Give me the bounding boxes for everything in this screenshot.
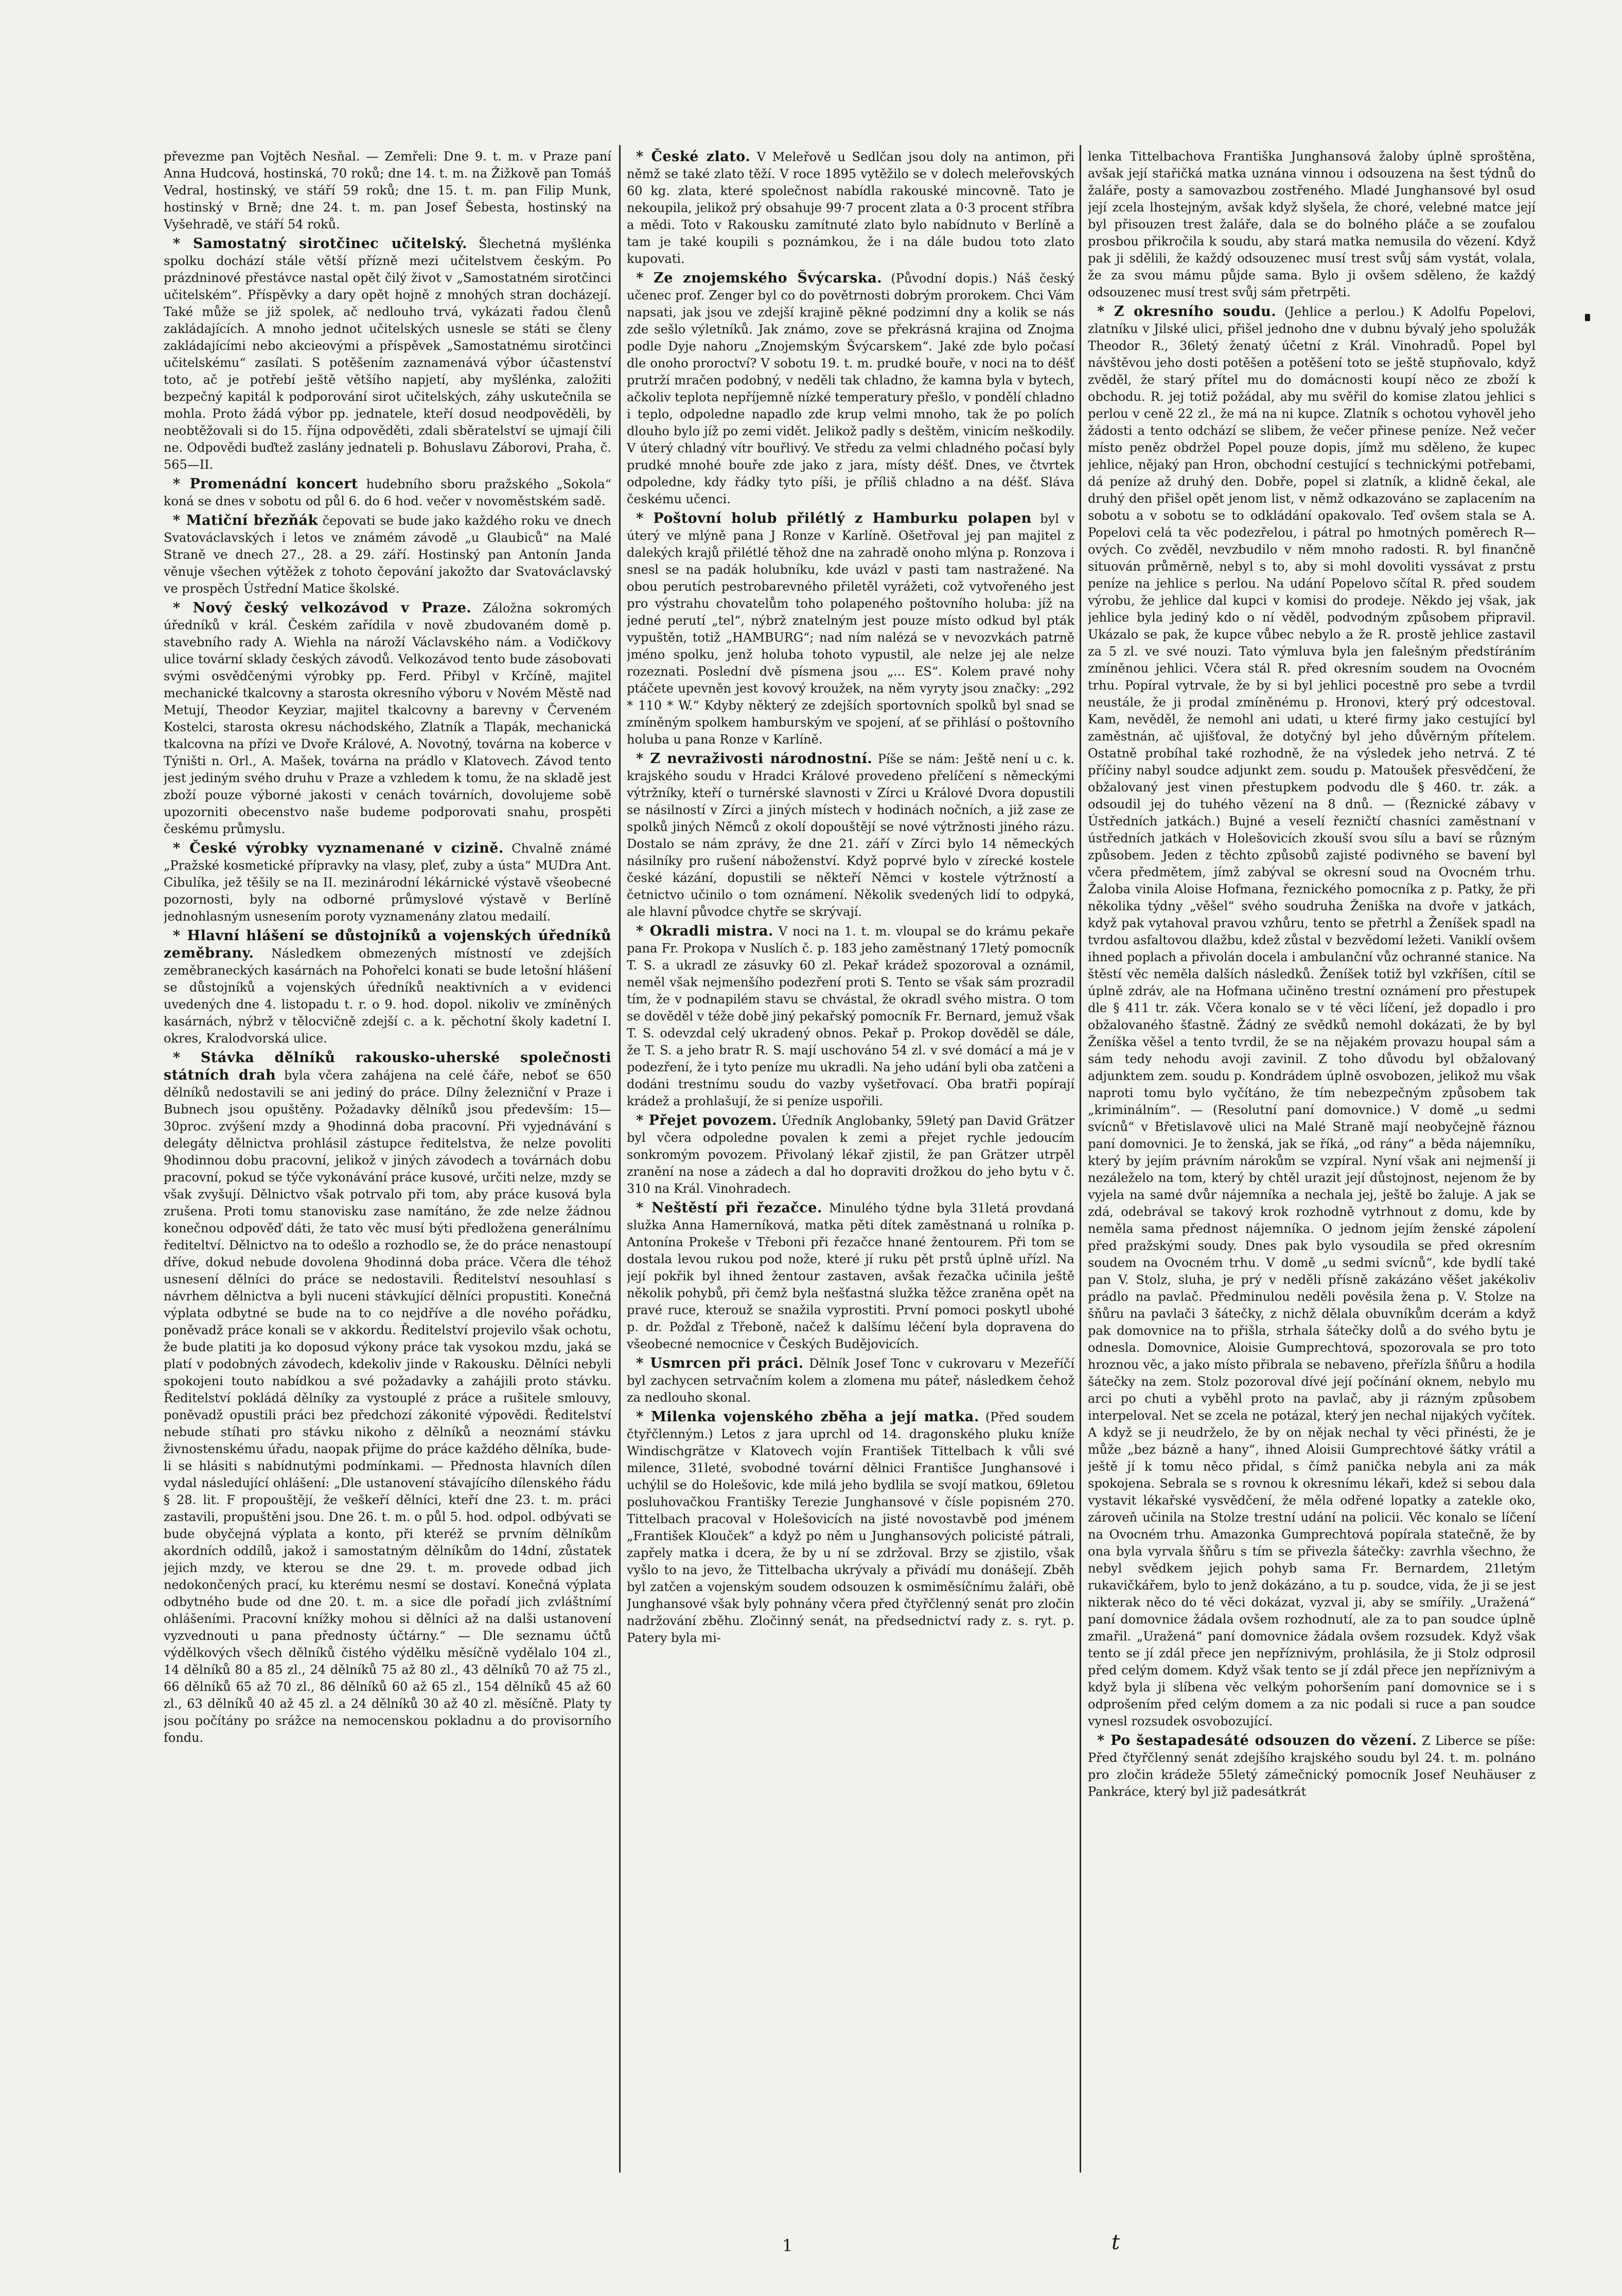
article-text: V Meleřově u Sedlčan jsou doly na antimon, při němž se také zlato těží. V roce 1895 vytěžilo se v dolech meleřovských 60 kg. zlata, které společnost nabídla rakouské mincovně. Tato je nekoupila, jelikož prý obsahuje 99·7 procent zlata a 0·3 procent stříbra a mědi. Toto v Rakousku zamítnuté zlato bylo nabídnuto v Berlíně a tam je také koupili s poznámkou, že i na dále budou toto zlato kupovati. [627,150,1074,266]
page-footer-sign: t [1112,2231,1120,2254]
article [1088,148,1536,301]
article-text: Záložna sokromých úředníků v král. Českém zařídila v nově zbudovaném domě p. stavebního rady A. Wiehla na nároží Václavského nám. a Vodičkovy ulice tovární sklady českých závodů. Velkozávod tento bude zásobovati svými osvědčenými výrobky pp. Ferd. Přibyl v Krčíně, majitel mechanické tkalcovny a starosta okresního výboru v Novém Městě nad Metují, Theodor Keyziar, majitel tkalcovny a barevny v Červeném Kostelci, starosta okresu náchodského, Zlatník a Tlapák, mechanická tkalcovna na přízi ve Dvoře Králové, A. Novotný, továrna na koberce v Týništi n. Orl., A. Mašek, továrna na prádlo v Klatovech. Závod tento jest jediným svého druhu v Praze a vzhledem k tomu, že na skladě jest zboží pouze výborné jakosti v cenách továrních, dovolujeme sobě upozorniti obecenstvo naše budeme podporovati snahu, prospěti českému průmyslu. [164,601,611,836]
article-heading: * Přejet povozem. [636,1112,778,1128]
article-heading: * Milenka vojenského zběha a její matka. [636,1409,979,1425]
article [627,148,1074,268]
article [627,923,1074,1110]
article [164,475,611,510]
article [627,750,1074,921]
article-heading: * Samostatný sirotčinec učitelský. [173,236,467,252]
article-heading: * Po šestapadesáté odsouzen do vězení. [1097,1733,1417,1749]
column-divider [1080,145,1081,2173]
article-text: čepovati se bude jako každého roku ve dnech Svatováclavských i letos ve známém závodě „u Glaubiců“ na Malé Straně ve dnech 27., 28. a 29. září. Hostinský pan Antonín Janda věnuje všechen výtěžek z tohoto čepování jakožto dar Svatováclavský ve prospěch Ústřední Matice školské. [164,514,611,596]
article-text: byl v úterý ve mlýně pana J Ronze v Karlíně. Ošetřoval jej pan majitel z dalekých krajů přilétlé těhož dne na zahradě onoho mlýna p. Ronzova i snesl se na padák holubníku, kde uvázl v pasti tam nastražené. Na obou perutích pestrobarevného přiletěl vyrážeti, což vytvořeného jest pro výstrahu chovatelům toho polapeného poštovního holuba: jíž na jedné perutí „tel“, nýbrž znatelným jest pouze místo odkud byl pták vypuštěn, totiž „HAMBURG“; nad ním nalézá se v nevozvkách patrně jméno spolku, jenž holuba tohoto vypustil, ale nelze jej ale nelze rozeznati. Poslední dvě písmena jsou „... ES“. Kolem pravé nohy ptáčete upevněn jest kovový kroužek, na něm vyryty jsou značky: „292 * 110 * W.“ Kdyby některý ze zdejších sportovních spolků byl snad se zmíněným spolkem hamburským ve spojení, ať se přihlásí o poštovního holuba u pana Ronze v Karlíně. [627,511,1074,747]
article-text: (Původní dopis.) Náš český učenec prof. Zenger byl co do povětrnosti dobrým prorokem. Chci Vám napsati, jak jsou ve zdejší krajině pěkné podzimní dny a kolik se nás zde sešlo výletníků. Jak známo, zove se překrásná krajina od Znojma podle Dyje nahoru „Znojemským Švýcarskem“. Jaké zde bylo počasí dle onoho proroctví? V sobotu 19. t. m. prudké bouře, v noci na to déšť prutrží mračen podobný, v neděli tak chladno, že kamna byla v bytech, ačkoliv teplota nepříjemně nízké temperatury přešlo, v pondělí chladno i teplo, odpoledne napadlo zde krup velmi mnoho, tak že po polích dlouho bylo jíž po zemi vidět. Jelikož padly s deštěm, vinicím neškodily. V úterý chladný vítr bouřlivý. Ve středu za velmi chladného počasí byly prudké mnohé bouře zde jako z jara, místy déšť. Dnes, ve čtvrtek odpoledne, kdy řádky tyto píši, je příliš chladno a na déšť. Sláva českému učenci. [627,271,1074,506]
article-text: Dělník Josef Tonc v cukrovaru v Mezeříčí byl zachycen setrvačním kolem a zlomena mu páteř, následkem čehož za nedlouho skonal. [627,1356,1074,1405]
article-text: byla včera zahájena na celé čáře, neboť se 650 dělníků nedostavili se ani jediný do práce. Dílny železniční v Praze i Bubnech jsou opuštěny. Požadavky dělníků jsou především: 15—30proc. zvýšení mzdy a 9hodinná doba pracovní. Při vyjednávání s delegáty dělnictva prohlásil zástupce ředitelstva, že nelze povoliti 9hodinnou dobu pracovní, jelikož v jiných závodech a továrnách dobu pracovní, pokud se týče vykonávání práce kusové, určiti nelze, mzdy se však zvyšují. Dělnictvo však potrvalo při tom, aby práce kusová byla zrušena. Proti tomu stanovisku zase namítáno, že zde nelze žádnou konečnou odpověď dáti, že tato věc musí býti předložena generálnímu řediteltví. Dělnictvo na to odešlo a rozhodlo se, že do práce nenastoupí dříve, dokud nebude dovolena 9hodinná doba práce. Včera dle téhož usnesení dělníci do práce se nedostavili. Ředitelství nesouhlasí s návrhem dělnictva a byli nuceni stávkující dělníci propustiti. Konečná výplata odbytné se bude na to co nejdříve a dle nového pořádku, poněvadž práce konali se v akkordu. Ředitelství projevilo však ochotu, že bude platiti ja ko doposud výkony práce tak vysokou mzdu, jaká se platí v podobných závodech, kdekoliv jinde v Rakousku. Dělníci nebyli spokojeni touto nabídkou a své požadavky a zahájili proto stávku. Ředitelství pokládá dělníky za vystouplé z práce a rušitele smlouvy, poněvadž opustili práci bez předchozí zákonité výpovědi. Ředitelství nebude stíhati pro stávku nikoho z dělníků a neoznámí stávku živnostenskému úřadu, naopak přijme do práce každého dělníka, bude-li se hlásiti s nabídnutými podmínkami. — Přednosta hlavních dílen vydal následující ohlášení: „Dle ustanovení stávajícího dílenského řádu § 28. lit. F propouštějí, že veškeří dělníci, kteří dne 23. t. m. práci zastavili, propuštěni jsou. Dne 26. t. m. o půl 5. hod. odpol. odbývati se bude obyčejná výplata a konto, při kteréž se prvním dělníkům akordních oddílů, jakož i samostatným dělníkům do 14dní, zůstatek jejich mzdy, ve kterou se dne 29. t. m. provede odbad jich nedokončených prací, ku kterému nesmí se dostaví. Konečná výplata odbytného bude od dne 20. t. m. a sice dle pořadí jich zvláštnímí ohlášeními. Pracovní knížky mohou si dělníci až na dalši ustanovení vyzvednouti u pana přednosty účtárny.“ — Dle seznamu účtů výdělkových všech dělníků čistého výdělku měsíčně vydělalo 104 zl., 14 dělníků 80 a 85 zl., 24 dělníků 75 až 80 zl., 43 dělníků 70 až 75 zl., 66 dělníků 65 až 70 zl., 86 dělníků 60 až 65 zl., 154 dělníků 45 až 60 zl., 63 dělníků 40 až 45 zl. a 24 dělníků 30 až 40 zl. měsíčně. Platy ty jsou počítány po srážce na nemocenskou pokladnu a do provisorního fondu. [164,1068,611,1745]
article-heading: * Neštěstí při řezačce. [636,1200,822,1216]
article-heading: * Z nevraživosti národnostní. [636,751,873,767]
article-text: Píše se nám: Ještě není u c. k. krajského soudu v Hradci Králové provedeno přelíčení s německými výtržníky, kteří o turnérské slavnosti v Zírci u Králové Dvora dopustili se násilností v Zírci a jiných místech v hodinách nočních, a již zase ze spolků jiných Němců z okolí dopouštějí se nové výtržnosti jiného rázu. Dostalo se nám zprávy, že dne 21. září v Zírci bylo 14 německých násilníky pro rušení náboženství. Když poprvé bylo v zírecké kostele české kázání, dopustili se někteří Němci v kostele výtržností a četnictvo učinilo o tom oznámení. Několik svedených lidí to odpyká, ale hlavní původce chytře se skrývají. [627,752,1074,919]
article-heading: * Okradli mistra. [636,923,773,939]
article [164,235,611,473]
article-text: lenka Tittelbachova Františka Junghansová žaloby úplně sproštěna, avšak její stařičká matka uznána vinnou i odsouzena na šest týdnů do žaláře, posty a samovazbou zostřeného. Mladé Junghansové byl osud její zcela lhostejným, avšak když slyšela, že choré, velebné matce její byl přisouzen trest žaláře, dala se do bolného pláče a se zoufalou prosbou přikročila k soudu, aby stará matka nemusila do vězení. Když pak ji sdělili, že každý odsouzenec musí trest svůj sám vystát, volala, že za svou mámu půjde sama. Bylo ji ovšem sděleno, že každý odsouzenec musí trest svůj sám přetrpěti. [1088,149,1536,299]
article [627,1199,1074,1353]
column-3 [1088,148,1536,2181]
article [627,510,1074,748]
article [164,599,611,838]
article [164,840,611,925]
article-heading: * Matiční březňák [173,513,318,528]
article-heading: * Stávka dělníků rakousko-uherské společnosti státních drah [164,1050,611,1083]
article [1088,303,1536,1730]
article [627,1355,1074,1406]
article [627,1408,1074,1647]
article [1088,1732,1536,1800]
article-text: Úředník Anglobanky, 59letý pan David Grätzer byl včera odpoledne povalen k zemi a přejet rychle jedoucím sonkromým povozem. Přivolaný lékař zjistil, že pan Grätzer utrpěl zranění na nose a zádech a dal ho dopraviti drožkou do jeho bytu v č. 310 na Král. Vinohradech. [627,1114,1074,1196]
article-text: Minulého týdne byla 31letá provdaná služka Anna Hamerníková, matka pěti dítek zaměstnaná u rolníka p. Antonína Prokeše v Třeboni při řezačce hnané žentourem. Při tom se dostala levou rukou pod nože, které jí ruku pět prstů úplně uřízl. Na její pokřik byl ihned žentour zastaven, avšak řezačka učinila ještě několik pohybů, při čemž byla nešťastná služka těžce zraněna opět na pravé ruce, kterouž se snažila vyprostiti. První pomoci poskytl ubohé p. dr. Požďal z Třeboně, načež k dalšímu léčení byla dopravena do všeobecné nemocnice v Českých Budějovicích. [627,1201,1074,1351]
article-heading: * České výrobky vyznamenané v cizině. [173,840,504,856]
article-text: Z Liberce se píše: Před čtyřčlenný senát zdejšího krajského soudu byl 24. t. m. polnáno pro zločin krádeže 55letý zámečnický pomocník Josef Neuhäuser z Pankráce, který byl již padesátkrát [1088,1734,1536,1799]
article-text: (Jehlice a perlou.) K Adolfu Popelovi, zlatníku v Jilské ulici, přišel jednoho dne v dubnu bývalý jeho spolužák Theodor R., 36letý ženatý účetní z Král. Vinohradů. Popel byl návštěvou jeho dosti potěšen a potěšení toto se ještě stupňovalo, když zvěděl, že starý přítel mu do domácnosti koupí něco ze zboží k obchodu. R. jej totiž požádal, aby mu svěřil do komise zlatou jehlici s perlou v ceně 22 zl., že má na ni kupce. Zlatník s ochotou vyhověl jeho žádosti a tento odchází se slibem, že večer přinese peníze. Než večer místo peněz obdržel Popel pouze dopis, jímž mu sděleno, že kupec jehlice, nějaký pan Hron, obchodní cestující s technickými potřebami, dá peníze až druhý den. Dobře, popel si zlatník, a klidně čekal, ale druhý den přišel opět jenom list, v němž odkazováno se zaplacením na sobotu a v sobotu se to odkládání opakovalo. Teď ovšem stala se A. Popelovi celá ta věc podezřelou, i pátral po hmotných poměrech R—ových. Co zvěděl, nevzbudilo v něm mnoho radosti. R. byl finančně situován průměrně, nebyl s to, aby si mohl dovoliti vyssávat z prstu peníze na jehlice s perlou. Na udání Popelovo sčítal R. před soudem výrobu, že jehlice dal kupci v komisi do prodeje. Někdo jej však, jak jehlice byla jediný kdo o ní věděl, podvodným způsobem připravil. Ukázalo se pak, že kupce vůbec nebylo a že R. prostě jehlice zastavil za 5 zl. ve své nouzi. Tato výmluva byla jen falešným předstíráním zmíněnou jehlici. Včera stál R. před okresním soudem na Ovocném trhu. Popíral vytrvale, že by si byl jehlici pocestně pro sebe a tvrdil neustále, že ji prodal zmíněnému p. Hronovi, který prý odcestoval. Kam, nevěděl, že nemohl ani udati, u které firmy jako cestující byl zaměstnán, ač ujišťoval, že dotyčný byl jeho důvěrným přítelem. Ostatně probíhal také rozhodně, že na výsledek jeho netrvá. Z té příčiny nabyl soudce adjunkt zem. soudu p. Matoušek přesvědčení, že obžalovaný jest vinen přestupkem podvodu dle § 460. tr. zák. a odsoudil jej do tuhého vězení na 8 dnů. — (Řeznické zábavy v Ústředních jatkách.) Bujné a veselí řezničtí chasníci zaměstnaní v ústředních jatkách v Holešovicích zkouší svou sílu a baví se různým způsobem. Jeden z těchto způsobů zajisté podivného se bavení byl včera předmětem, jímž zabýval se okresní soud na Ovocném trhu. Žaloba vinila Aloise Hofmana, řeznického pomocníka z p. Patky, že při několika týdny „věšel“ svého soudruha Ženiška na dvoře v jatkách, když pak vytahoval pravou vzhůru, tento se přetrhl a Ženíšek spadl na tvrdou asfaltovou dlažbu, kdež zůstal v bezvědomí ležeti. Vaniklí ovšem ihned poplach a přivolán docela i ambulanční vůz ochranné stanice. Na štěstí věc neměla dalších následků. Ženíšek totiž byl vzkříšen, cítil se úplně zdráv, ale na Hofmana učiněno trestní oznámení pro přestupek dle § 411 tr. zák. Včera konalo se v té věci líčení, jež dopadlo i pro obžalovaného šťastně. Žádný ze svědků nemohl dokázati, že by byl Ženíška věšel a tento tvrdil, že se na nějakém provazu houpal sám a sám tedy nehodu avoji zavinil. Z toho důvodu byl obžalovaný adjunktem zem. soudu p. Kondrádem úplně osvobozen, jelikož mu však naproti tomu bylo vyčítáno, že tím nebezpečným způsobem tak „kriminálním“. — (Resolutní paní domovnice.) V domě „u sedmi svícnů“ v Břetislavově ulici na Malé Straně mají neobyčejně řáznou paní domovnici. Je to ženská, jak se říká, „od rány“ a běda nájemníku, který by jejím právním nárokům se vzpíral. Nyní však ani nejmenší ji nezáleželo na tom, který by chtěl urazit její důstojnost, nejenom že by vyjela na samé dvůr nájemníka a nechala jej, ještě bo žaluje. A jak se zdá, odebrával se takový krok rozhodně vytrhnout z domu, kde by neměla sama přednost nájemníka. O jednom jejím ženské zápolení před pražskými soudy. Dnes pak bylo vysoudila se před okresním soudem na Ovocném trhu. V domě „u sedmi svícnů“, kde bydlí také pan V. Stolz, sluha, je prý v neděli přísně zakázáno věšet jakékoliv prádlo na pavlač. Předminulou neděli pověsila žena p. V. Stolze na šňůru na pavlači 3 šátečky, z nichž dělala obuvníkům dcerám a když pak domovnice na to přišla, strhala šátečky dolů a do svého bytu je odnesla. Domovnice, Aloisie Gumprechtová, spozorovala se pro toto hroznou věc, a jako místo přibrala se nebaveno, přeřízla šňůru a hodila šátečky na zem. Stolz pozoroval dívé její počínání oknem, nebylo mu arci po chuti a vyběhl proto na pavlač, aby ji rázným způsobem interpeloval. Net se zcela ne potázal, který jen nechal nijakých vyčítek. A když se ji neudrželo, že by on nějak nechal ty věci přinésti, že je může „bez bázně a hany“, ihned Aloisii Gumprechtové šátky vrátil a ještě jí k tomu něco přidal, s čímž panička nebyla ani za mák spokojena. Sebrala se s rovnou k okresnímu lékaři, kdež si sebou dala vystavit lékařské vysvědčení, že měla odřené lopatky a zatekle oko, zároveň učinila na Stolze trestní udání na policii. Věc konalo se líčení na Ovocném trhu. Amazonka Gumprechtová popírala statečně, že by ona byla vyrvala šňůru s tím se přivezla šátečky: zavrhla všechno, že nebyl svědkem jejich pohyb sama Fr. Bernardem, 21letým rukavičkářem, bylo to jenž dokázáno, a tu p. soudce, vida, že ji se jest nikterak něco do té věci dokázat, vyzval ji, aby se smířily. „Uražená“ paní domovnice žádala ovšem rozhodnutí, ale za to pan soudce úplně zmařil. „Uražená“ paní domovnice žádala ovšem rozsudek. Když však tento se jí zdál přece jen nepříznivým, prohlásila, že ji Stolz odprosil před celým domem. Když však tento se jí zdál přece jen nepříznivým a když byla ji slíbena věc velkým pohoršením paní domovnice se i s odprošením před celým domem a za nic podali si ruce a pan soudce vynesl rozsudek osvobozující. [1088,305,1536,1728]
column-1 [164,148,611,2181]
article-text: Následkem obmezených místností ve zdejších zeměbraneckých kasárnách na Pohořelci konati se bude letošní hlášení se důstojníků a vojenských úředníků neaktivních a v evidenci uvedených dne 4. listopadu t. r. o 9. hod. dopol. nikoliv ve zmíněných kasárnách, nýbrž v tělocvičně zdejší c. a k. pěchotní školy kadetní I. okres, Kralodvorská ulice. [164,946,611,1046]
article [627,270,1074,508]
article-heading: * Usmrcen při práci. [636,1355,804,1371]
article-text: (Před soudem čtyřčlenným.) Letos z jara uprchl od 14. dragonského pluku kníže Windischgrätze v Klatovech vojín František Tittelbach k vůli své milence, 31leté, svobodné tovární dělnici Františce Junghansové i uchýlil se do Holešovic, kde milá jeho bydlila se svojí matkou, 69letou posluhovačkou Františky Terezie Junghansové v čísle popisném 270. Tittelbach pracoval v Holešovicích na jisté novostavbě pod jménem „František Klouček“ a když po něm u Junghansových policisté pátrali, zapřely matka i dcera, že by u ní se zdržoval. Brzy se zjistilo, však vyšlo to na jevo, že Tittelbacha ukrývaly a přivádí mu donášejí. Zběh byl zatčen a vojenským soudem odsouzen k osmiměsíčnímu žaláři, obě Junghansové však byly pohnány včera před čtyřčlenný senát pro zločin nadržování zběhu. Zločinný senát, na předsednictví rady z. s. ryt. p. Patery byla mi- [627,1410,1074,1645]
article-text: V noci na 1. t. m. vloupal se do krámu pekaře pana Fr. Prokopa v Nuslích č. p. 183 jeho zaměstnaný 17letý pomocník T. S. a ukradl ze zásuvky 60 zl. Pekař krádež spozoroval a oznámil, neměl však nejmenšího podezření proti S. Tento se však sám prozradil tím, že v podnapilém stavu se chvástal, že okradl svého mistra. O tom se dověděl v téže době jiný pekařský pomocník Fr. Bernard, jemuž však T. S. odevzdal celý ukradený obnos. Pekař p. Prokop dověděl se dále, že T. S. a jeho bratr R. S. mají uschováno 54 zl. v své domácí a má je v podezření, že i tyto peníze mu ukradli. Na jeho udání byli oba zatčeni a dodáni trestnímu soudu do vazby vyšetřovací. Oba bratři popírají krádež a prohlašují, že si peníze uspořili. [627,924,1074,1108]
article [164,1049,611,1746]
article [627,1112,1074,1197]
article-heading: * Z okresního soudu. [1097,304,1277,320]
article-heading: * Promenádní koncert [173,476,358,492]
article [164,148,611,233]
article-heading: * Hlavní hlášení se důstojníků a vojenských úředníků zeměbrany. [164,928,611,961]
article-text: Šlechetná myšlénka spolku dochází stále větší přízně mezi učitelstvem českým. Po prázdninové přestávce nastal opět čilý život v „Samostatném sirotčinci učitelském“. Příspěvky a dary opět hojně z mnohých stran docházejí. Také může se již spolek, ač nedlouho trvá, vykázati řadou členů zakládajících. A mnoho jednot učitelských usnesle se státi se členy zakládajícími nebo akcieovými a příspěvek „Samostatnému sirotčinci učitelskému“ zasílati. S potěšením zaznamenává výbor účastenství toto, ač je potřebí ještě většího napjetí, aby myšlénka, založiti bezpečný kapitál k podporování sirot učitelských, záhy uskutečnila se mohla. Proto žádá výbor pp. jednatele, kteří dosud neodpověděli, by neobtěžovali si do 15. října odpověděti, zdali sběratelství se ujmají čili ne. Odpovědi buďtež zaslány jednateli p. Bohuslavu Záborovi, Praha, č. 565—II. [164,237,611,472]
article-heading: * Nový český velkozávod v Praze. [173,600,472,616]
article [164,512,611,597]
article-heading: * Ze znojemského Švýcarska. [636,270,883,286]
article-text: hudebního sboru pražského „Sokola“ koná se dnes v sobotu od půl 6. do 6 hod. večer v novoměstském sadě. [164,477,611,508]
column-divider [619,145,621,2173]
column-2 [627,148,1074,2181]
page-footer-mark: 1 [782,2236,793,2255]
article-text: převezme pan Vojtěch Nesňal. — Zemřeli: Dne 9. t. m. v Praze paní Anna Hudcová, hostinská, 70 roků; dne 14. t. m. na Žižkově pan Tomáš Vedral, hostinský, ve stáří 59 roků; dne 15. t. m. pan Filip Munk, hostinský v Brně; dne 24. t. m. pan Josef Šebesta, hostinský na Vyšehradě, ve stáří 54 roků. [164,149,611,232]
article-heading: * Poštovní holub přilétlý z Hamburku polapen [636,510,1032,526]
article-heading: * České zlato. [636,149,751,165]
scan-edge-mark [1585,314,1590,321]
article-text: Chvalně známé „Pražské kosmetické přípravky na vlasy, pleť, zuby a ústa“ MUDra Ant. Cibulíka, jež těšily se na II. mezinárodní lékárnické výstavě všeobecné pozornosti, byly na odborné průmyslové výstavě v Berlíně jednohlasným usnesením poroty vyznamenány zlatou medailí. [164,841,611,924]
article [164,927,611,1047]
